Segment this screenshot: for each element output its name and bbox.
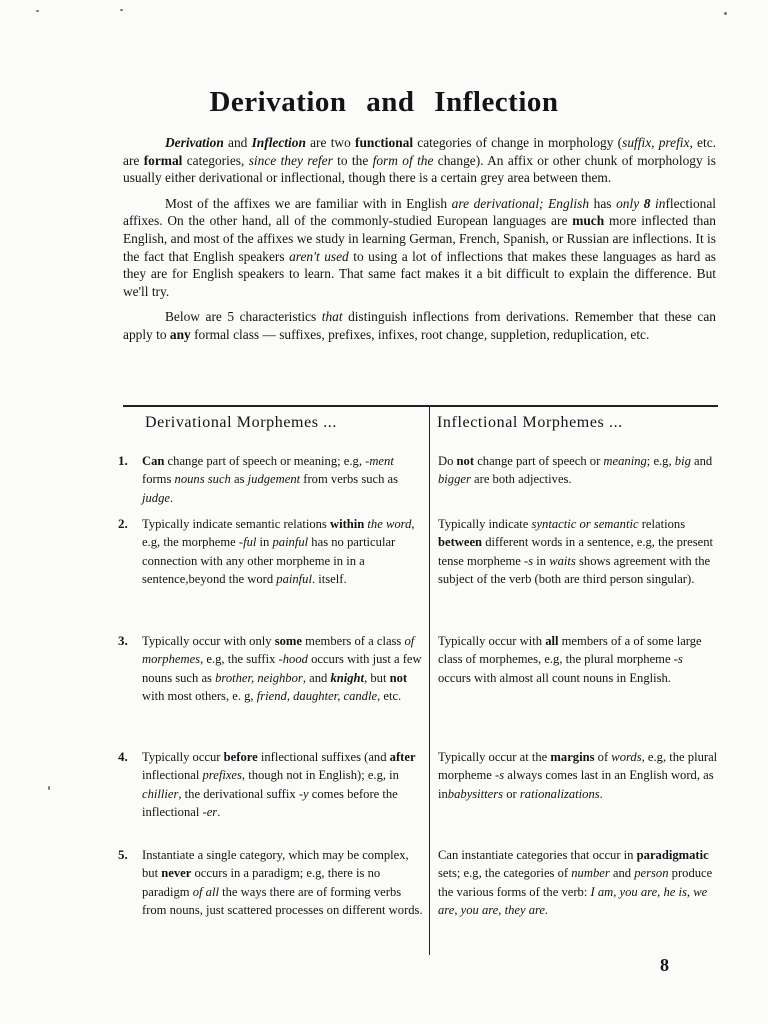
table-row-3-left xyxy=(118,632,424,705)
inflectional-cell-4: Typically occur at the margins of words, e.g, the plural morpheme -s always comes last in an English word, as inbabysitters or rationalizations. xyxy=(438,750,718,801)
intro-paragraph-2: Most of the affixes we are familiar with in English are derivational; English has only 8 inflectional affixes. On the other hand, all of the commonly-studied European languages are much more inflected than English, and most of the affixes we study in learning German, French, Spanish, or Russian are inflections. It is the fact that English speakers aren't used to using a lot of inflections that makes these languages as hard as they are for English speakers to learn. That same fact makes it a bit difficult to explain the difference. But we'll try. xyxy=(123,195,717,299)
row-number: 2. xyxy=(118,516,128,531)
row-number: 4. xyxy=(118,749,128,764)
scan-speck xyxy=(48,786,50,790)
inflectional-cell-3: Typically occur with all members of a of some large class of morphemes, e.g, the plural morpheme -s occurs with almost all count nouns in English. xyxy=(438,634,702,685)
table-row-4-left xyxy=(118,748,424,821)
derivational-cell-3: Typically occur with only some members of a class of morphemes, e.g, the suffix -hood occurs with just a few nouns such as brother, neighbor, and knight, but not with most others, e. g, friend, daughter, candle, etc. xyxy=(142,634,422,703)
table-row-5-left xyxy=(118,846,424,919)
table-column-divider xyxy=(429,407,430,955)
inflectional-cell-2: Typically indicate syntactic or semantic relations between different words in a sentence, e.g, the present tense morpheme -s in waits shows agreement with the subject of the verb (both are third person singular). xyxy=(438,517,713,586)
scan-speck xyxy=(724,12,727,15)
intro-paragraph-1: Derivation and Inflection are two functional categories of change in morphology (suffix, prefix, etc. are formal categories, since they refer to the form of the change). An affix or other chunk of morphology is usually either derivational or inflectional, though there is a certain grey area between them. xyxy=(123,135,716,186)
row-number: 1. xyxy=(118,453,128,468)
intro-text xyxy=(123,134,716,352)
page-title: Derivation and Inflection xyxy=(209,86,559,118)
page-number: 8 xyxy=(660,955,669,975)
derivational-header: Derivational Morphemes ... xyxy=(145,414,337,431)
table-top-rule xyxy=(123,405,718,407)
scan-speck xyxy=(36,10,39,12)
row-number: 5. xyxy=(118,847,128,862)
table-row-2-left xyxy=(118,515,424,588)
derivational-cell-4: Typically occur before inflectional suffixes (and after inflectional prefixes, though not in English); e.g, in chillier, the derivational suffix -y comes before the inflectional -er. xyxy=(142,750,416,819)
inflectional-header: Inflectional Morphemes ... xyxy=(437,414,623,431)
inflectional-cell-5: Can instantiate categories that occur in paradigmatic sets; e.g, the categories of number and person produce the various forms of the verb: I am, you are, he is, we are, you are, they are. xyxy=(438,848,713,917)
table-row-1-left xyxy=(118,452,424,507)
intro-paragraph-3: Below are 5 characteristics that distinguish inflections from derivations. Remember that these can apply to any formal class — suffixes, prefixes, infixes, root change, suppletion, reduplication, etc. xyxy=(123,309,716,342)
derivational-cell-5: Instantiate a single category, which may be complex, but never occurs in a paradigm; e.g, there is no paradigm of all the ways there are of forming verbs from nouns, just scattered processes on different words. xyxy=(142,848,423,917)
row-number: 3. xyxy=(118,633,128,648)
inflectional-cell-1: Do not change part of speech or meaning; e.g, big and bigger are both adjectives. xyxy=(438,454,713,487)
derivational-cell-2: Typically indicate semantic relations within the word, e.g, the morpheme -ful in painful has no particular connection with any other morpheme in in a sentence,beyond the word painful. itself. xyxy=(142,517,415,586)
scan-speck xyxy=(120,9,123,11)
derivational-cell-1: Can change part of speech or meaning; e.g, -ment forms nouns such as judgement from verbs such as judge. xyxy=(142,454,399,505)
